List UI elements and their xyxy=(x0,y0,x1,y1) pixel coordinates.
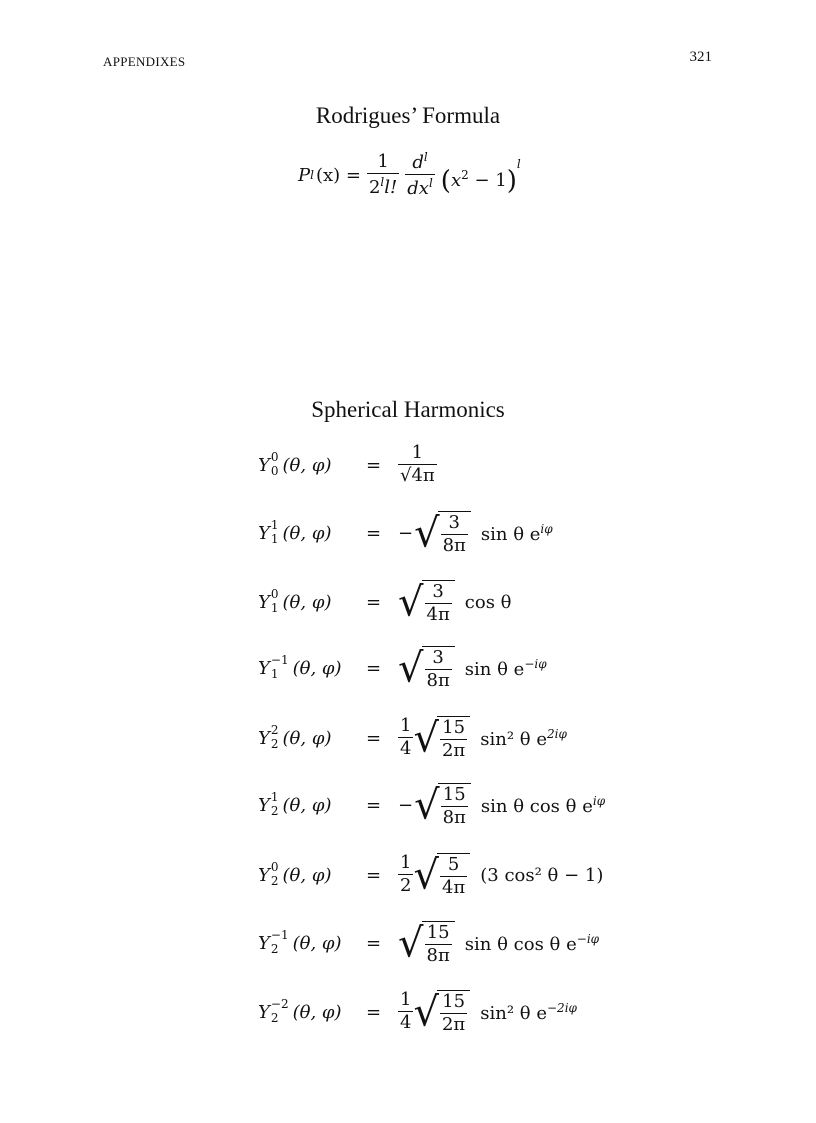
radicand-fraction: $\frac{15}{2\pi}$ xyxy=(441,716,466,761)
harmonic-row xyxy=(0,913,816,973)
harmonic-symbol: Y xyxy=(258,591,270,613)
radicand-fraction: $\frac{15}{8\pi}$ xyxy=(442,783,466,828)
harmonic-rhs xyxy=(398,503,553,563)
harmonic-args: (θ, φ) xyxy=(282,864,332,886)
angular-part: sin θ cos θ $e^{i\varphi}$ xyxy=(480,793,606,817)
equals-sign: = xyxy=(366,591,382,613)
harmonic-lhs xyxy=(258,572,331,632)
harmonic-m: 0 xyxy=(270,450,279,465)
harmonic-lhs xyxy=(258,638,342,698)
harmonic-l: 1 xyxy=(270,601,279,615)
radical-icon: √ xyxy=(413,852,439,898)
harmonic-symbol: Y xyxy=(258,522,270,544)
equals-sign: = xyxy=(366,1001,382,1023)
page-number: 321 xyxy=(689,49,712,65)
harmonic-symbol: Y xyxy=(258,657,270,679)
coefficient-fraction: $\frac{1}{2}$ xyxy=(400,852,412,896)
harmonic-row xyxy=(0,638,816,698)
harmonic-rhs xyxy=(398,638,547,698)
coefficient-fraction: $\frac{1}{4}$ xyxy=(400,715,412,759)
harmonic-lhs xyxy=(258,435,331,495)
equals-sign: = xyxy=(366,522,382,544)
angular-part: sin θ $e^{-i\varphi}$ xyxy=(464,656,547,680)
angular-part: sin² θ $e^{2i\varphi}$ xyxy=(480,726,567,750)
spherical-title: Spherical Harmonics xyxy=(311,397,505,422)
harmonic-l: 2 xyxy=(270,737,279,751)
harmonic-args: (θ, φ) xyxy=(292,932,342,954)
harmonic-l: 2 xyxy=(270,804,279,818)
rodrigues-frac-2: $\frac{d^l}{dx^l}$ xyxy=(407,150,433,199)
harmonic-rhs xyxy=(398,708,567,768)
normalization-fraction: $\frac{1}{√4\pi}$ xyxy=(400,442,435,486)
sign: − xyxy=(398,794,414,816)
equals-sign: = xyxy=(366,657,382,679)
harmonic-l: 2 xyxy=(270,942,279,956)
harmonic-l: 1 xyxy=(270,667,279,681)
harmonic-symbol: Y xyxy=(258,454,270,476)
radical-icon: √ xyxy=(398,645,424,691)
rodrigues-body: $(x^2 - 1)^l$ xyxy=(440,156,521,196)
equals-sign: = xyxy=(366,727,382,749)
equals-sign: = xyxy=(366,864,382,886)
square-root xyxy=(413,716,470,761)
square-root xyxy=(413,853,470,898)
harmonic-args: (θ, φ) xyxy=(282,522,332,544)
harmonic-args: (θ, φ) xyxy=(292,1001,342,1023)
harmonic-args: (θ, φ) xyxy=(282,794,332,816)
radical-icon: √ xyxy=(414,510,440,556)
angular-part: (3 cos² θ − 1) xyxy=(480,864,604,886)
harmonic-indices xyxy=(271,519,279,547)
harmonic-rhs xyxy=(398,982,577,1042)
radicand-fraction: $\frac{3}{4\pi}$ xyxy=(426,580,450,625)
harmonic-row xyxy=(0,435,816,495)
square-root xyxy=(398,921,455,966)
equals-sign: = xyxy=(366,454,382,476)
harmonic-row xyxy=(0,503,816,563)
radicand-fraction: $\frac{15}{2\pi}$ xyxy=(441,990,466,1035)
radicand-fraction: $\frac{3}{8\pi}$ xyxy=(442,511,466,556)
coefficient-fraction: $\frac{1}{4}$ xyxy=(400,989,412,1033)
harmonic-indices xyxy=(271,724,279,752)
radical-icon: √ xyxy=(398,579,424,625)
harmonic-lhs xyxy=(258,503,331,563)
rodrigues-frac-1: $\frac{1}{2^ll!}$ xyxy=(368,150,398,198)
harmonic-lhs xyxy=(258,708,331,768)
harmonic-args: (θ, φ) xyxy=(282,727,332,749)
square-root xyxy=(414,783,471,828)
harmonic-row xyxy=(0,845,816,905)
harmonic-indices xyxy=(271,654,289,682)
equals-sign: = xyxy=(366,932,382,954)
angular-part: sin θ $e^{i\varphi}$ xyxy=(480,521,553,545)
rodrigues-P: P xyxy=(298,164,311,186)
harmonic-m: −1 xyxy=(270,653,289,668)
harmonic-rhs xyxy=(398,913,599,973)
harmonic-args: (θ, φ) xyxy=(282,454,332,476)
harmonic-row xyxy=(0,982,816,1042)
harmonic-symbol: Y xyxy=(258,864,270,886)
harmonic-l: 1 xyxy=(270,532,279,546)
harmonic-l: 0 xyxy=(270,464,279,478)
harmonic-symbol: Y xyxy=(258,727,270,749)
equals-sign: = xyxy=(366,794,382,816)
harmonic-lhs xyxy=(258,845,331,905)
running-header-left: APPENDIXES xyxy=(103,54,186,69)
harmonic-indices xyxy=(271,929,289,957)
harmonic-indices xyxy=(271,451,279,479)
harmonic-rhs xyxy=(398,572,512,632)
radical-icon: √ xyxy=(414,782,440,828)
harmonic-row xyxy=(0,708,816,768)
harmonic-row xyxy=(0,572,816,632)
radical-icon: √ xyxy=(413,715,439,761)
radicand-fraction: $\frac{15}{8\pi}$ xyxy=(426,921,450,966)
radical-icon: √ xyxy=(413,989,439,1035)
harmonic-symbol: Y xyxy=(258,794,270,816)
harmonic-m: 2 xyxy=(270,723,279,738)
harmonic-indices xyxy=(271,791,279,819)
rodrigues-arg: (x) = xyxy=(315,164,361,186)
harmonic-m: 1 xyxy=(270,790,279,805)
harmonic-lhs xyxy=(258,913,342,973)
harmonic-indices xyxy=(271,861,279,889)
harmonic-m: 0 xyxy=(270,860,279,875)
harmonic-m: 0 xyxy=(270,587,279,602)
radical-icon: √ xyxy=(398,920,424,966)
harmonic-rhs xyxy=(398,435,437,495)
rodrigues-title: Rodrigues’ Formula xyxy=(315,103,501,128)
radicand-fraction: $\frac{3}{8\pi}$ xyxy=(426,646,450,691)
harmonic-args: (θ, φ) xyxy=(282,591,332,613)
harmonic-indices xyxy=(271,588,279,616)
square-root xyxy=(398,646,455,691)
harmonic-m: −2 xyxy=(270,997,289,1012)
harmonic-indices xyxy=(271,998,289,1026)
harmonic-lhs xyxy=(258,775,331,835)
harmonic-rhs xyxy=(398,845,603,905)
harmonic-l: 2 xyxy=(270,874,279,888)
harmonic-rhs xyxy=(398,775,605,835)
rodrigues-P-sub: l xyxy=(310,168,314,182)
angular-part: sin² θ $e^{-2i\varphi}$ xyxy=(480,1000,577,1024)
harmonic-symbol: Y xyxy=(258,1001,270,1023)
radicand-fraction: $\frac{5}{4\pi}$ xyxy=(441,853,466,898)
square-root xyxy=(413,990,470,1035)
harmonic-m: 1 xyxy=(270,518,279,533)
angular-part: sin θ cos θ $e^{-i\varphi}$ xyxy=(464,931,600,955)
sign: − xyxy=(398,522,414,544)
harmonic-args: (θ, φ) xyxy=(292,657,342,679)
harmonic-lhs xyxy=(258,982,342,1042)
harmonic-l: 2 xyxy=(270,1011,279,1025)
harmonic-symbol: Y xyxy=(258,932,270,954)
harmonic-m: −1 xyxy=(270,928,289,943)
rodrigues-formula xyxy=(298,145,521,205)
angular-part: cos θ xyxy=(464,591,512,613)
harmonic-row xyxy=(0,775,816,835)
square-root xyxy=(398,580,455,625)
square-root xyxy=(414,511,471,556)
